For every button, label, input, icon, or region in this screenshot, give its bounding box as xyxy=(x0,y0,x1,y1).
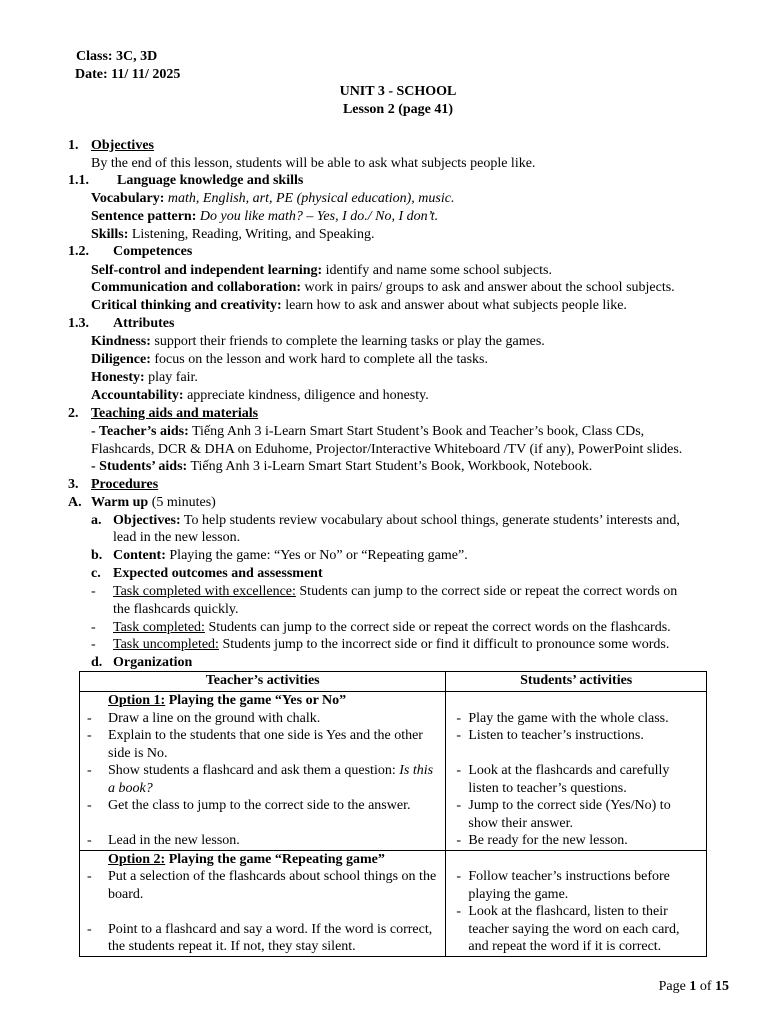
list-dash: - xyxy=(456,710,462,726)
list-dash: - xyxy=(456,833,462,848)
competence-item xyxy=(91,279,675,296)
list-item xyxy=(446,762,706,797)
option-label: Option 2: xyxy=(108,851,166,867)
sentence-pattern-text: Do you like math? – Yes, I do./ No, I don’t. xyxy=(199,209,439,224)
list-item xyxy=(80,710,445,728)
competence-item xyxy=(91,262,552,279)
activity-table xyxy=(79,671,707,957)
page-footer xyxy=(659,979,729,995)
teacher-activities-cell xyxy=(80,692,446,851)
list-item xyxy=(446,868,706,903)
attribute-item xyxy=(91,351,488,368)
vocabulary-label: Vocabulary: xyxy=(91,191,165,206)
list-dash: - xyxy=(87,833,92,848)
attribute-text: support their friends to complete the learning tasks or play the games. xyxy=(154,334,545,349)
list-item-text: Show students a flashcard and ask them a question: xyxy=(108,763,396,778)
attributes-heading: Attributes xyxy=(113,316,175,331)
list-item-text: Get the class to jump to the correct side to the answer. xyxy=(108,798,411,813)
outcomes-heading: Expected outcomes and assessment xyxy=(113,566,323,581)
teacher-activities-cell xyxy=(80,850,446,956)
sentence-pattern-line xyxy=(91,208,438,225)
competence-label: Self-control and independent learning: xyxy=(91,263,323,278)
list-item-text: Lead in the new lesson. xyxy=(108,833,240,848)
list-item xyxy=(446,903,706,956)
warmup-objectives-label: Objectives: xyxy=(113,513,181,528)
list-item xyxy=(446,710,706,728)
outcome-excellence-label: Task completed with excellence: xyxy=(113,584,296,599)
list-dash: - xyxy=(456,904,462,919)
warmup-content-letter: b. xyxy=(91,548,103,563)
students-activities-cell xyxy=(446,850,707,956)
list-item-text: Draw a line on the ground with chalk. xyxy=(108,710,321,726)
spacer xyxy=(446,745,706,763)
spacer xyxy=(446,692,706,710)
total-pages-number: 15 xyxy=(715,979,729,994)
skills-line xyxy=(91,226,374,243)
list-item xyxy=(446,797,706,832)
list-item xyxy=(80,921,445,956)
list-dash: - xyxy=(87,710,92,726)
competence-text: learn how to ask and answer about what subjects people like. xyxy=(285,298,627,313)
vocabulary-text: math, English, art, PE (physical education), music. xyxy=(167,191,455,206)
spacer xyxy=(446,851,706,869)
students-activities-header: Students’ activities xyxy=(446,672,707,692)
table-row xyxy=(80,692,707,851)
warmup-content-label: Content: xyxy=(113,548,166,563)
attributes-number: 1.3. xyxy=(68,316,89,331)
teaching-aids-number: 2. xyxy=(68,406,79,421)
list-dash: - xyxy=(456,869,462,884)
attribute-item xyxy=(91,333,545,350)
attribute-text: focus on the lesson and work hard to complete all the tasks. xyxy=(154,352,488,367)
list-item-text: Point to a flashcard and say a word. If the word is correct, the students repeat it. If not, they stay silent. xyxy=(108,921,433,954)
table-header-row xyxy=(80,672,707,692)
outcome-uncompleted-text: Students jump to the incorrect side or find it difficult to pronounce some words. xyxy=(222,637,670,652)
current-page-number: 1 xyxy=(689,979,697,994)
outcome-dash: - xyxy=(91,584,96,599)
teacher-aids-text-cont: Flashcards, DCR & DHA on Eduhome, Projector/Interactive Whiteboard /TV (if any), PowerPoint slides. xyxy=(91,442,683,457)
lesson-title: Lesson 2 (page 41) xyxy=(342,102,454,117)
outcome-dash: - xyxy=(91,637,96,652)
procedures-heading: Procedures xyxy=(91,477,159,492)
list-dash: - xyxy=(456,763,462,778)
list-dash: - xyxy=(87,728,92,743)
warmup-content-text: Playing the game: “Yes or No” or “Repeating game”. xyxy=(169,548,468,563)
list-item-text: Explain to the students that one side is Yes and the other side is No. xyxy=(108,728,423,761)
list-dash: - xyxy=(456,728,462,743)
list-item xyxy=(80,727,445,762)
outcome-uncompleted-line xyxy=(113,636,669,653)
list-item xyxy=(80,832,445,850)
attribute-text: appreciate kindness, diligence and honesty. xyxy=(187,388,429,403)
competences-heading: Competences xyxy=(113,244,193,259)
option-label: Option 1: xyxy=(108,693,166,708)
objectives-intro: By the end of this lesson, students will be able to ask what subjects people like. xyxy=(91,156,536,171)
list-item-text: Look at the flashcards and carefully listen to teacher’s questions. xyxy=(468,763,670,796)
spacer xyxy=(80,903,445,921)
knowledge-heading: Language knowledge and skills xyxy=(117,173,304,188)
option-name: Playing the game “Yes or No” xyxy=(168,693,347,708)
warmup-content-line xyxy=(113,547,468,564)
warmup-line xyxy=(91,494,216,511)
list-dash: - xyxy=(87,798,92,813)
attribute-item xyxy=(91,387,429,404)
competences-number: 1.2. xyxy=(68,244,89,259)
list-item xyxy=(80,797,445,815)
spacer xyxy=(80,815,445,833)
outcome-completed-label: Task completed: xyxy=(113,620,205,635)
list-item-text: Put a selection of the flashcards about school things on the board. xyxy=(108,869,437,902)
outcome-excellence-line xyxy=(113,583,677,600)
of-word: of xyxy=(699,979,712,994)
option-name: Playing the game “Repeating game” xyxy=(168,851,385,867)
option-title xyxy=(80,692,445,710)
list-dash: - xyxy=(87,921,92,937)
list-item xyxy=(446,832,706,850)
list-dash: - xyxy=(87,869,92,884)
outcome-dash: - xyxy=(91,620,96,635)
warmup-objectives-text: To help students review vocabulary about school things, generate students’ interests and, xyxy=(183,513,680,528)
outcome-completed-text: Students can jump to the correct side or repeat the correct words on the flashcards. xyxy=(208,620,671,635)
list-item-text: Be ready for the new lesson. xyxy=(468,833,628,848)
warmup-objectives-letter: a. xyxy=(91,513,102,528)
warmup-objectives-text-cont: lead in the new lesson. xyxy=(113,530,241,545)
outcome-excellence-text-cont: the flashcards quickly. xyxy=(113,602,239,617)
outcome-excellence-text: Students can jump to the correct side or repeat the correct words on xyxy=(299,584,678,599)
list-item xyxy=(80,868,445,903)
skills-label: Skills: xyxy=(91,227,129,242)
list-item-text: Jump to the correct side (Yes/No) to show their answer. xyxy=(468,798,671,831)
competence-text: work in pairs/ groups to ask and answer about the school subjects. xyxy=(304,280,675,295)
objectives-heading: Objectives xyxy=(91,138,154,153)
list-item-text: Play the game with the whole class. xyxy=(468,710,669,726)
organization-heading: Organization xyxy=(113,655,193,670)
list-dash: - xyxy=(456,798,462,813)
attribute-label: Diligence: xyxy=(91,352,151,367)
attribute-text: play fair. xyxy=(148,370,198,385)
students-aids-line xyxy=(91,458,592,475)
attribute-item xyxy=(91,369,198,386)
warmup-letter: A. xyxy=(68,495,82,510)
sentence-pattern-label: Sentence pattern: xyxy=(91,209,197,224)
teacher-aids-line xyxy=(91,423,644,440)
list-dash: - xyxy=(87,763,92,778)
skills-text: Listening, Reading, Writing, and Speaking. xyxy=(131,227,375,242)
outcomes-letter: c. xyxy=(91,566,101,581)
outcome-completed-line xyxy=(113,619,671,636)
procedures-number: 3. xyxy=(68,477,79,492)
list-item-text: Follow teacher’s instructions before playing the game. xyxy=(468,869,670,902)
teaching-aids-heading: Teaching aids and materials xyxy=(91,406,259,421)
attribute-label: Kindness: xyxy=(91,334,151,349)
teacher-activities-header: Teacher’s activities xyxy=(80,672,446,692)
warmup-objectives-line xyxy=(113,512,680,529)
page-word: Page xyxy=(658,979,686,994)
students-aids-text: Tiếng Anh 3 i-Learn Smart Start Student’s Book, Workbook, Notebook. xyxy=(190,459,593,474)
attribute-label: Honesty: xyxy=(91,370,145,385)
date-label: Date: 11/ 11/ 2025 xyxy=(75,67,181,82)
unit-title: UNIT 3 - SCHOOL xyxy=(339,84,457,99)
teacher-aids-label: - Teacher’s aids: xyxy=(91,424,189,439)
competence-label: Critical thinking and creativity: xyxy=(91,298,282,313)
outcome-uncompleted-label: Task uncompleted: xyxy=(113,637,219,652)
warmup-duration: (5 minutes) xyxy=(151,495,216,510)
competence-text: identify and name some school subjects. xyxy=(325,263,552,278)
competence-label: Communication and collaboration: xyxy=(91,280,302,295)
vocabulary-line xyxy=(91,190,454,207)
students-activities-cell xyxy=(446,692,707,851)
list-item xyxy=(446,727,706,745)
table-row xyxy=(80,850,707,956)
competence-item xyxy=(91,297,627,314)
option-title xyxy=(80,851,445,869)
list-item-text: Look at the flashcard, listen to their teacher saying the word on each card, and repeat the word if it is correct. xyxy=(468,904,680,954)
list-item-text: Listen to teacher’s instructions. xyxy=(468,728,644,743)
objectives-number: 1. xyxy=(68,138,79,153)
attribute-label: Accountability: xyxy=(91,388,184,403)
organization-letter: d. xyxy=(91,655,103,670)
teacher-aids-text: Tiếng Anh 3 i-Learn Smart Start Student’s Book and Teacher’s book, Class CDs, xyxy=(191,424,645,439)
warmup-heading: Warm up xyxy=(91,495,149,510)
students-aids-label: - Students’ aids: xyxy=(91,459,188,474)
list-item xyxy=(80,762,445,797)
knowledge-number: 1.1. xyxy=(68,173,89,188)
class-label: Class: 3C, 3D xyxy=(76,49,158,64)
flashcard-question: Is this a book? xyxy=(108,763,434,796)
